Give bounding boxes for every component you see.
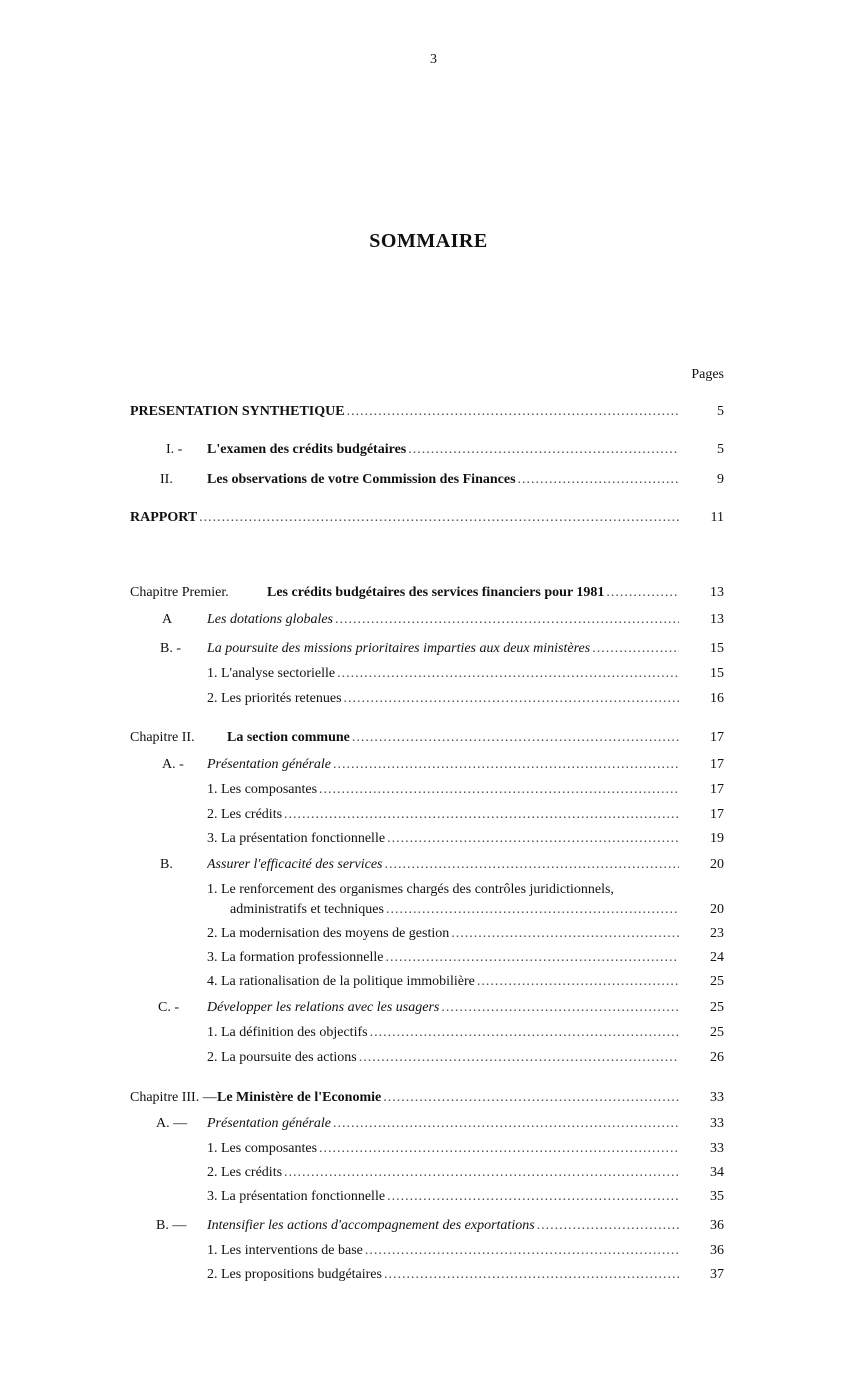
dot-leader <box>370 1023 679 1043</box>
toc-entry-text: 2. Les crédits <box>207 807 283 822</box>
toc-entry-text: 3. La présentation fonctionnelle <box>207 831 386 846</box>
toc-entry-page: 13 <box>710 612 724 627</box>
dot-leader <box>477 972 679 992</box>
toc-entry-page: 34 <box>710 1165 724 1180</box>
toc-entry <box>130 755 724 775</box>
toc-entry-text: Les crédits budgétaires des services financiers pour 1981 <box>267 585 605 600</box>
toc-entry-text: administratifs et techniques <box>230 902 384 917</box>
toc-entry <box>130 583 724 603</box>
toc-entry-page: 15 <box>710 641 724 656</box>
toc-entry-page: 5 <box>717 442 724 457</box>
toc-entry <box>130 948 724 968</box>
toc-entry-label: II. <box>160 472 173 487</box>
toc-entry <box>130 829 724 849</box>
toc-entry <box>130 1023 724 1043</box>
toc-entry-page: 25 <box>710 974 724 989</box>
dot-leader <box>386 900 679 920</box>
toc-entry <box>130 1088 724 1108</box>
dot-leader <box>347 402 679 422</box>
toc-entry <box>130 855 724 875</box>
pages-column-header: Pages <box>691 367 724 382</box>
toc-entry-text: 3. La présentation fonctionnelle <box>207 1189 386 1204</box>
toc-entry <box>130 1216 724 1236</box>
toc-entry-page: 25 <box>710 1025 724 1040</box>
toc-entry-text: Assurer l'efficacité des services <box>207 857 383 872</box>
toc-entry <box>130 689 724 709</box>
toc-entry-page: 9 <box>717 472 724 487</box>
toc-entry-page: 13 <box>710 585 724 600</box>
dot-leader <box>199 508 679 528</box>
toc-entry <box>130 610 724 630</box>
toc-entry-text: La poursuite des missions prioritaires imparties aux deux ministères <box>207 641 591 656</box>
toc-entry-label: Chapitre III. — <box>130 1090 217 1105</box>
toc-entry <box>130 1265 724 1285</box>
toc-entry-text: 1. Les composantes <box>207 1141 318 1156</box>
toc-entry-page: 19 <box>710 831 724 846</box>
toc-entry <box>130 780 724 800</box>
toc-entry-text: Présentation générale <box>207 1116 332 1131</box>
dot-leader <box>344 689 679 709</box>
toc-entry-page: 5 <box>717 404 724 419</box>
toc-entry-label: B. — <box>156 1218 187 1233</box>
toc-entry-text-line1: 1. Le renforcement des organismes chargés des contrôles juridictionnels, <box>207 882 614 897</box>
toc-entry <box>130 440 724 460</box>
toc-entry-page: 16 <box>710 691 724 706</box>
toc-entry <box>130 1139 724 1159</box>
dot-leader <box>387 1187 679 1207</box>
toc-entry <box>130 1187 724 1207</box>
toc-entry-label: B. <box>160 857 173 872</box>
toc-entry-text: L'examen des crédits budgétaires <box>207 442 407 457</box>
toc-entry-text: Le Ministère de l'Economie <box>217 1090 382 1105</box>
dot-leader <box>384 855 679 875</box>
toc-entry-page: 36 <box>710 1218 724 1233</box>
toc-entry-label: A. — <box>156 1116 188 1131</box>
dot-leader <box>408 440 679 460</box>
toc-entry <box>130 998 724 1018</box>
toc-entry-text: 2. Les crédits <box>207 1165 283 1180</box>
toc-entry-label: Chapitre II. <box>130 730 195 745</box>
dot-leader <box>386 948 679 968</box>
dot-leader <box>451 924 679 944</box>
toc-entry-page: 25 <box>710 1000 724 1015</box>
toc-entry-page: 17 <box>710 782 724 797</box>
toc-entry-text: 1. La définition des objectifs <box>207 1025 368 1040</box>
toc-entry-label: I. - <box>166 442 183 457</box>
toc-entry-page: 26 <box>710 1050 724 1065</box>
toc-entry <box>130 805 724 825</box>
dot-leader <box>333 755 679 775</box>
toc-entry-text: 4. La rationalisation de la politique immobilière <box>207 974 475 989</box>
toc-entry-page: 17 <box>710 807 724 822</box>
toc-entry-text: 2. Les priorités retenues <box>207 691 342 706</box>
toc-entry-label: B. - <box>160 641 181 656</box>
dot-leader <box>384 1265 679 1285</box>
toc-entry-text: PRESENTATION SYNTHETIQUE <box>130 404 345 419</box>
dot-leader <box>284 805 679 825</box>
toc-entry-text: 2. La poursuite des actions <box>207 1050 357 1065</box>
toc-entry-text: 1. Les interventions de base <box>207 1243 363 1258</box>
toc-entry-page: 24 <box>710 950 724 965</box>
toc-entry <box>130 508 724 528</box>
dot-leader <box>606 583 679 603</box>
dot-leader <box>352 728 679 748</box>
toc-entry-page: 17 <box>710 757 724 772</box>
dot-leader <box>518 470 679 490</box>
toc-entry-page: 23 <box>710 926 724 941</box>
toc-entry <box>130 728 724 748</box>
dot-leader <box>537 1216 679 1236</box>
toc-entry-page: 33 <box>710 1116 724 1131</box>
toc-entry-label: A. - <box>162 757 184 772</box>
dot-leader <box>319 780 679 800</box>
toc-entry-page: 36 <box>710 1243 724 1258</box>
toc-entry <box>130 470 724 490</box>
toc-entry-text: Les dotations globales <box>207 612 334 627</box>
toc-entry-page: 11 <box>710 510 724 525</box>
dot-leader <box>319 1139 679 1159</box>
toc-entry-page: 17 <box>710 730 724 745</box>
toc-entry-text: 2. La modernisation des moyens de gestion <box>207 926 450 941</box>
dot-leader <box>337 664 679 684</box>
toc-entry-text: La section commune <box>227 730 350 745</box>
toc-entry <box>130 1048 724 1068</box>
toc-entry-label: Chapitre Premier. <box>130 585 229 600</box>
toc-entry <box>130 924 724 944</box>
toc-entry <box>130 1114 724 1134</box>
toc-entry <box>130 1163 724 1183</box>
toc-entry-page: 33 <box>710 1141 724 1156</box>
dot-leader <box>592 639 679 659</box>
toc-entry-text: Présentation générale <box>207 757 332 772</box>
toc-entry-text: 1. Les composantes <box>207 782 318 797</box>
toc-entry-text: 1. L'analyse sectorielle <box>207 666 336 681</box>
toc-entry-text: Intensifier les actions d'accompagnement des exportations <box>207 1218 535 1233</box>
document-title: SOMMAIRE <box>369 230 488 252</box>
toc-entry-text: Les observations de votre Commission des Finances <box>207 472 516 487</box>
toc-entry <box>130 639 724 659</box>
toc-entry-page: 15 <box>710 666 724 681</box>
page-number: 3 <box>430 52 437 67</box>
dot-leader <box>284 1163 679 1183</box>
toc-entry-page: 37 <box>710 1267 724 1282</box>
toc-entry-label: A <box>162 612 173 627</box>
toc-entry <box>130 402 724 422</box>
toc-entry-page: 35 <box>710 1189 724 1204</box>
toc-entry-text: RAPPORT <box>130 510 198 525</box>
toc-entry-page: 20 <box>710 857 724 872</box>
toc-entry-text: 3. La formation professionnelle <box>207 950 384 965</box>
toc-entry-text: 2. Les propositions budgétaires <box>207 1267 382 1282</box>
toc-entry <box>130 1241 724 1261</box>
dot-leader <box>333 1114 679 1134</box>
dot-leader <box>383 1088 679 1108</box>
toc-entry <box>130 664 724 684</box>
toc-entry <box>130 972 724 992</box>
dot-leader <box>441 998 679 1018</box>
toc-entry <box>130 880 724 920</box>
dot-leader <box>387 829 679 849</box>
dot-leader <box>335 610 679 630</box>
toc-entry-text: Développer les relations avec les usagers <box>207 1000 440 1015</box>
dot-leader <box>359 1048 679 1068</box>
toc-entry-label: C. - <box>158 1000 179 1015</box>
toc-entry-page: 20 <box>710 902 724 917</box>
dot-leader <box>365 1241 679 1261</box>
toc-entry-page: 33 <box>710 1090 724 1105</box>
